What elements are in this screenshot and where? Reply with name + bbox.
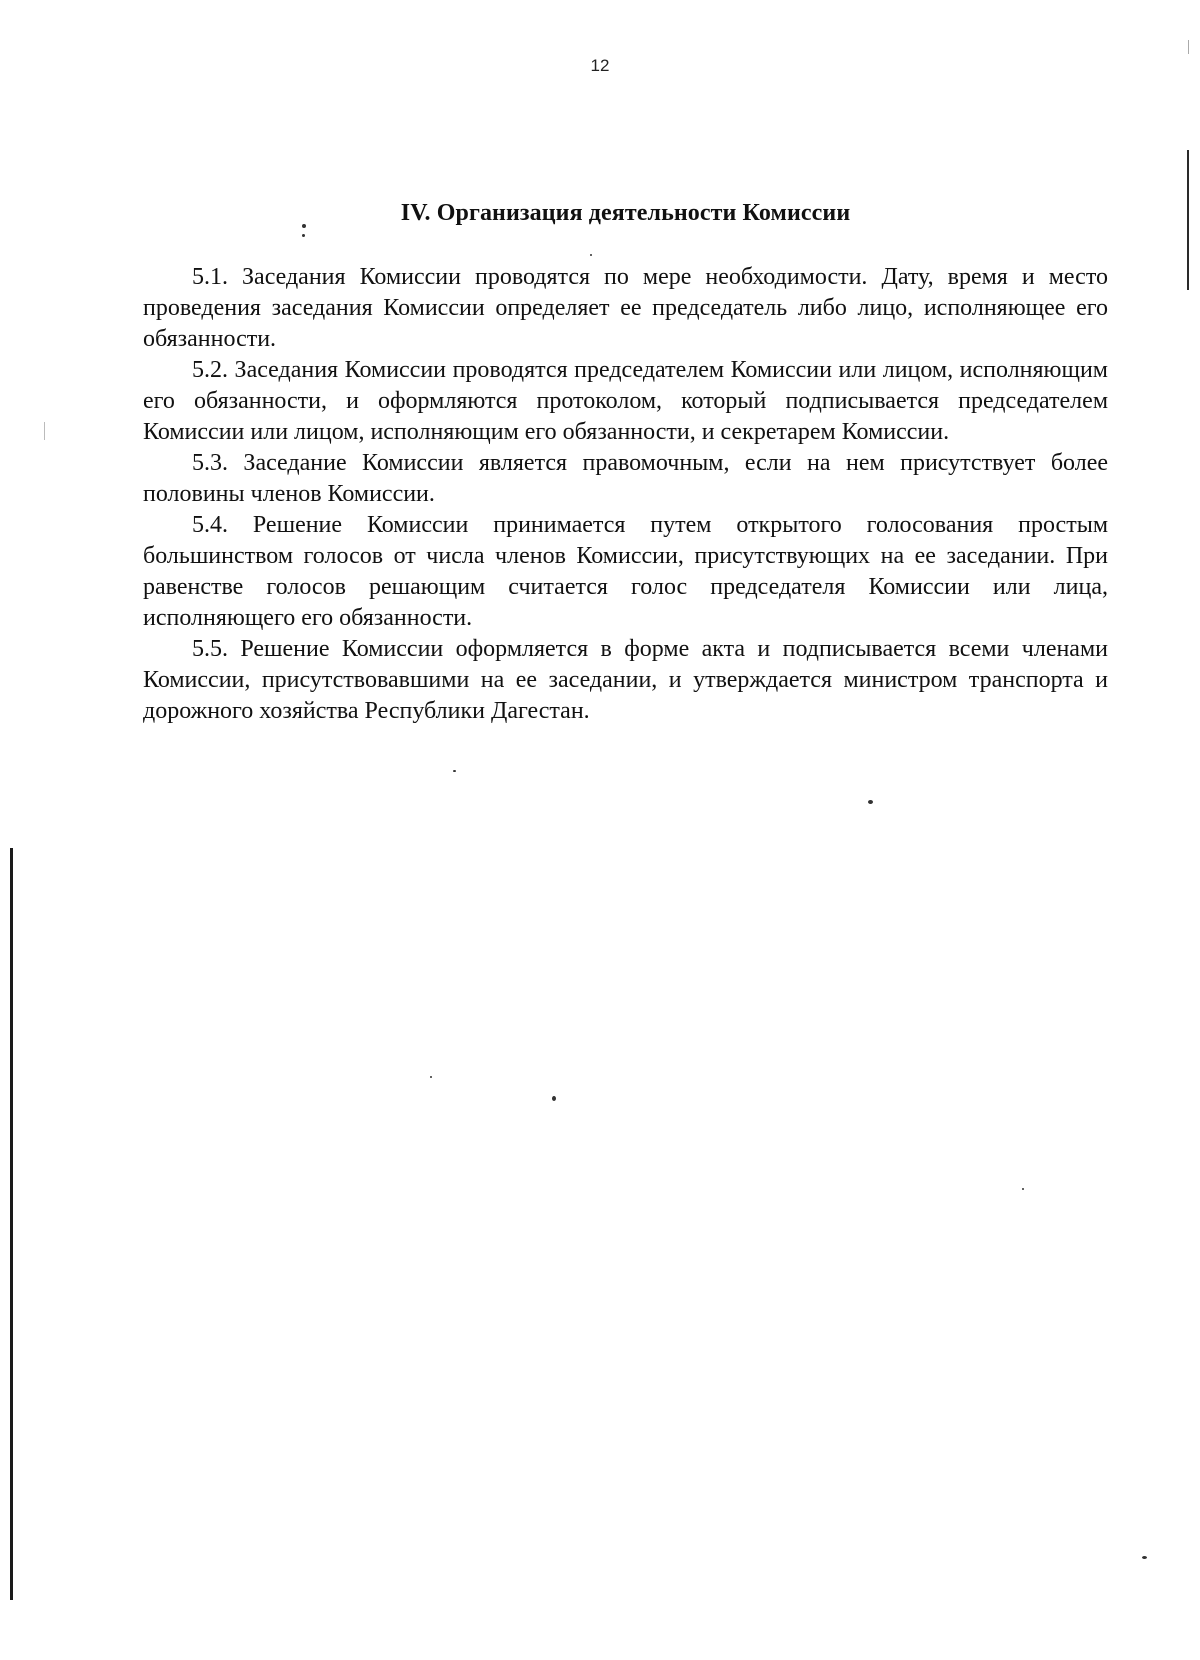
scan-speck [302, 234, 305, 237]
page-number: 12 [590, 56, 610, 75]
section-title: IV. Организация деятельности Комиссии [400, 200, 851, 226]
paragraph-5-1: 5.1. Заседания Комиссии проводятся по мере необходимости. Дату, время и место проведения заседания Комиссии определяет ее председатель либо лицо, исполняющее его обязанности. [143, 264, 1108, 352]
scan-speck [868, 800, 873, 804]
paragraph-5-3: 5.3. Заседание Комиссии является правомочным, если на нем присутствует более половины членов Комиссии. [143, 450, 1108, 507]
scan-speck [552, 1096, 556, 1101]
scan-speck [1022, 1188, 1024, 1190]
scan-edge-tick-left [44, 422, 45, 440]
scan-edge-line-right [1187, 150, 1189, 290]
paragraph-5-4: 5.4. Решение Комиссии принимается путем открытого голосования простым большинством голосов от числа членов Комиссии, присутствующих на ее заседании. При равенстве голосов решающим считается голос председателя Комиссии или лица, исполняющего его обязанности. [143, 512, 1108, 631]
body-text [143, 262, 1108, 727]
paragraph-5-5: 5.5. Решение Комиссии оформляется в форме акта и подписывается всеми членами Комиссии, присутствовавшими на ее заседании, и утверждается министром транспорта и дорожного хозяйства Республики Дагестан. [143, 636, 1108, 724]
scan-speck [430, 1076, 432, 1078]
scan-edge-line-left [10, 848, 13, 1600]
scan-speck [590, 254, 592, 256]
scan-speck [1142, 1556, 1147, 1559]
paragraph-5-2: 5.2. Заседания Комиссии проводятся председателем Комиссии или лицом, исполняющим его обязанности, и оформляются протоколом, который подписывается председателем Комиссии или лицом, исполняющим его обязанности, и секретарем Комиссии. [143, 357, 1108, 445]
scan-speck [302, 224, 306, 228]
scan-edge-tick-right [1188, 40, 1189, 54]
scan-speck [453, 770, 456, 772]
